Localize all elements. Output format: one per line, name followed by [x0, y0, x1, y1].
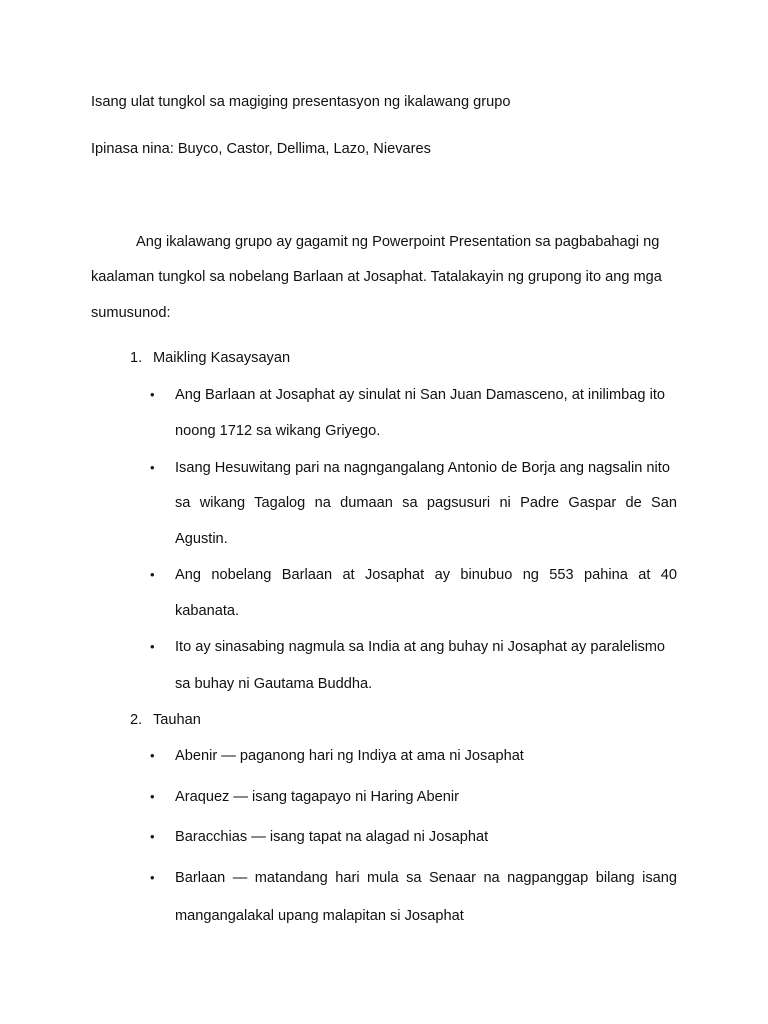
bullet-glyph: • — [150, 567, 155, 582]
list-item-continuation: kabanata. — [175, 603, 240, 619]
intro-line-1: Ang ikalawang grupo ay gagamit ng Powerpoint Presentation sa pagbabahagi ng — [136, 234, 660, 250]
bullet-glyph: • — [150, 460, 155, 475]
list-item-continuation: Agustin. — [175, 531, 228, 547]
list-item: Barlaan — matandang hari mula sa Senaar na nagpanggap bilang isang — [175, 870, 677, 886]
section-2-number: 2. — [130, 712, 143, 728]
list-item: Ang nobelang Barlaan at Josaphat ay binubuo ng 553 pahina at 40 — [175, 567, 677, 583]
list-item-continuation: mangangalakal upang malapitan si Josaphat — [175, 908, 464, 924]
bullet-glyph: • — [150, 748, 155, 763]
bullet-glyph: • — [150, 870, 155, 885]
bullet-glyph: • — [150, 639, 155, 654]
bullet-glyph: • — [150, 829, 155, 844]
list-item-continuation: sa wikang Tagalog na dumaan sa pagsusuri ni Padre Gaspar de San — [175, 495, 677, 511]
list-item: Abenir — paganong hari ng Indiya at ama ni Josaphat — [175, 748, 524, 764]
document-title: Isang ulat tungkol sa magiging presentasyon ng ikalawang grupo — [91, 94, 511, 110]
list-item: Isang Hesuwitang pari na nagngangalang Antonio de Borja ang nagsalin nito — [175, 460, 670, 476]
intro-line-2: kaalaman tungkol sa nobelang Barlaan at Josaphat. Tatalakayin ng grupong ito ang mga — [91, 269, 662, 285]
list-item: Baracchias — isang tapat na alagad ni Josaphat — [175, 829, 489, 845]
list-item-continuation: noong 1712 sa wikang Griyego. — [175, 423, 381, 439]
list-item: Ang Barlaan at Josaphat ay sinulat ni San Juan Damasceno, at inilimbag ito — [175, 387, 665, 403]
bullet-glyph: • — [150, 789, 155, 804]
submitted-by: Ipinasa nina: Buyco, Castor, Dellima, Lazo, Nievares — [91, 141, 431, 157]
section-1-number: 1. — [130, 350, 143, 366]
list-item: Araquez — isang tagapayo ni Haring Abenir — [175, 789, 459, 805]
intro-line-3: sumusunod: — [91, 305, 171, 321]
section-1-title: Maikling Kasaysayan — [153, 350, 291, 366]
bullet-glyph: • — [150, 387, 155, 402]
list-item-continuation: sa buhay ni Gautama Buddha. — [175, 676, 373, 692]
list-item: Ito ay sinasabing nagmula sa India at ang buhay ni Josaphat ay paralelismo — [175, 639, 666, 655]
section-2-title: Tauhan — [153, 712, 201, 728]
